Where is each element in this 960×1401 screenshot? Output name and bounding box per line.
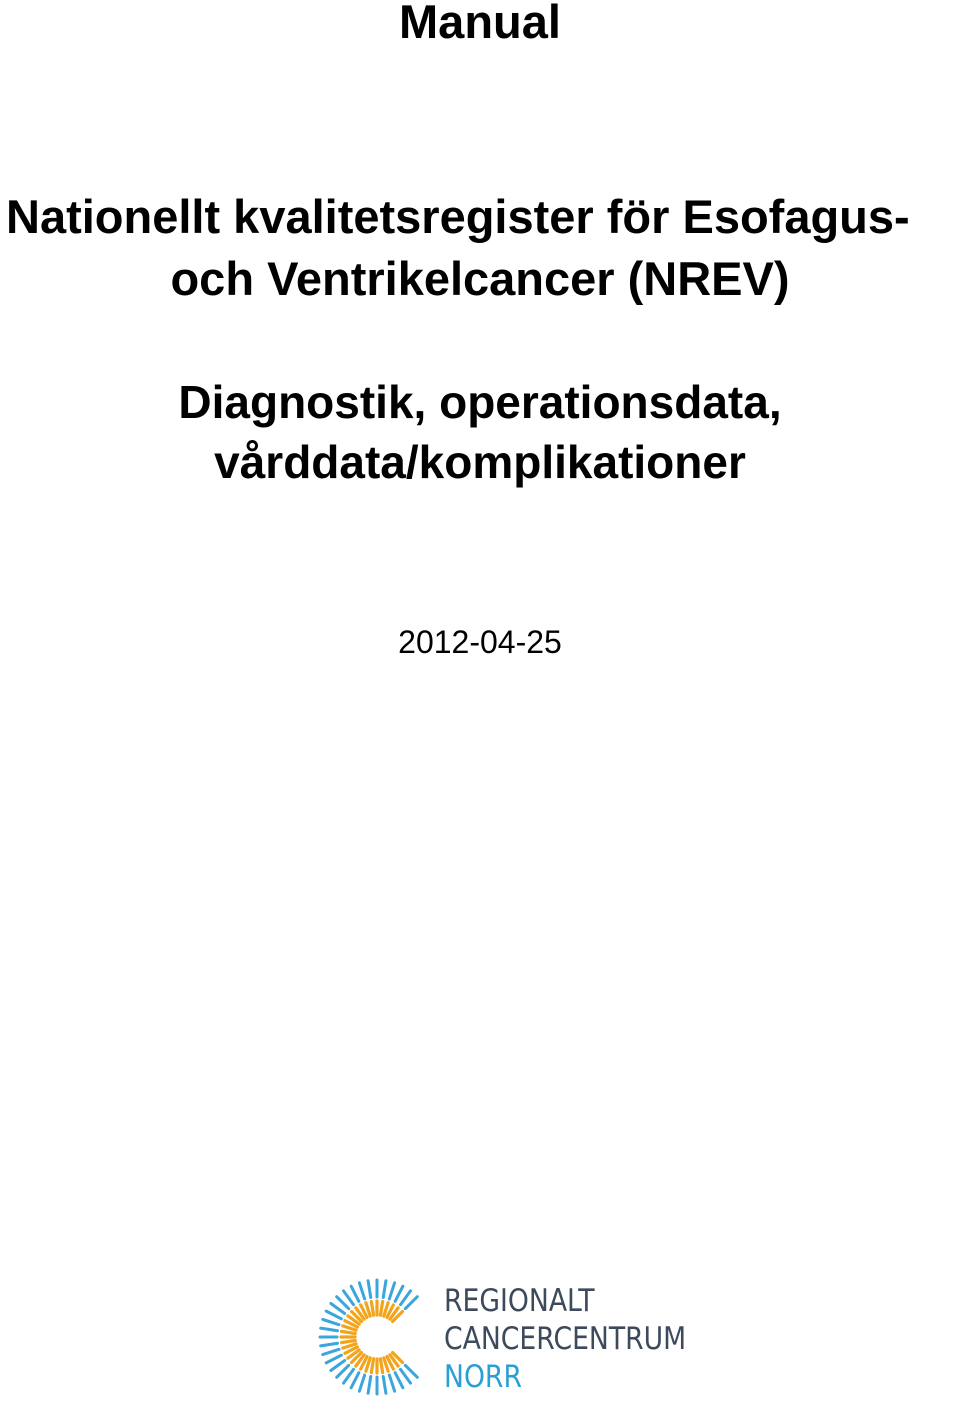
registry-title xyxy=(0,186,960,310)
logo-ray-outer xyxy=(368,1281,371,1298)
logo-ray-outer xyxy=(383,1281,386,1298)
logo-ray-outer xyxy=(395,1286,403,1301)
logo-ray-outer xyxy=(326,1355,341,1363)
logo-ray-outer xyxy=(343,1369,353,1383)
logo-text-line-3: NORR xyxy=(444,1359,522,1395)
registry-title-line-1: Nationellt kvalitetsregister för Esofagus- xyxy=(6,190,910,243)
subtitle-line-2: vårddata/komplikationer xyxy=(214,436,746,488)
logo-ray-outer xyxy=(321,1343,338,1346)
logo-ray-outer xyxy=(401,1291,411,1305)
logo-ray-outer xyxy=(359,1283,364,1299)
logo-ray-outer xyxy=(331,1361,345,1371)
logo-ray-outer xyxy=(359,1375,364,1391)
logo-ray-inner xyxy=(341,1340,355,1342)
logo-wordmark xyxy=(444,1282,686,1396)
logo-ray-outer xyxy=(326,1311,341,1319)
logo-ray-outer xyxy=(389,1375,394,1391)
logo-ray-inner xyxy=(341,1331,355,1333)
logo-ray-outer xyxy=(331,1303,345,1313)
logo-ray-outer xyxy=(405,1365,417,1377)
logo-text-line-1: REGIONALT xyxy=(444,1283,595,1319)
document-subtitle xyxy=(0,372,960,492)
logo-ray-outer xyxy=(323,1319,339,1324)
logo-ray-outer xyxy=(351,1286,359,1301)
document-title: Manual xyxy=(399,0,561,48)
logo-ray-outer xyxy=(321,1328,338,1331)
regionalt-cancercentrum-norr-logo xyxy=(318,1278,718,1396)
logo-ray-inner xyxy=(371,1301,373,1315)
logo-ray-outer xyxy=(337,1365,349,1377)
sunburst-c-logo-icon xyxy=(318,1278,436,1396)
subtitle-line-1: Diagnostik, operationsdata, xyxy=(178,376,782,428)
logo-text-line-2: CANCERCENTRUM xyxy=(444,1321,687,1357)
registry-title-line-2: och Ventrikelcancer (NREV) xyxy=(170,252,790,305)
logo-ray-outer xyxy=(401,1369,411,1383)
logo-ray-inner xyxy=(371,1359,373,1373)
logo-ray-inner xyxy=(380,1359,382,1373)
logo-ray-outer xyxy=(351,1373,359,1388)
logo-ray-outer xyxy=(323,1349,339,1354)
logo-ray-outer xyxy=(368,1377,371,1394)
logo-ray-outer xyxy=(383,1377,386,1394)
logo-ray-outer xyxy=(395,1373,403,1388)
logo-ray-outer xyxy=(337,1297,349,1309)
logo-ray-outer xyxy=(343,1291,353,1305)
document-date: 2012-04-25 xyxy=(398,624,562,660)
logo-ray-inner xyxy=(380,1301,382,1315)
logo-ray-outer xyxy=(405,1297,417,1309)
logo-ray-outer xyxy=(389,1283,394,1299)
